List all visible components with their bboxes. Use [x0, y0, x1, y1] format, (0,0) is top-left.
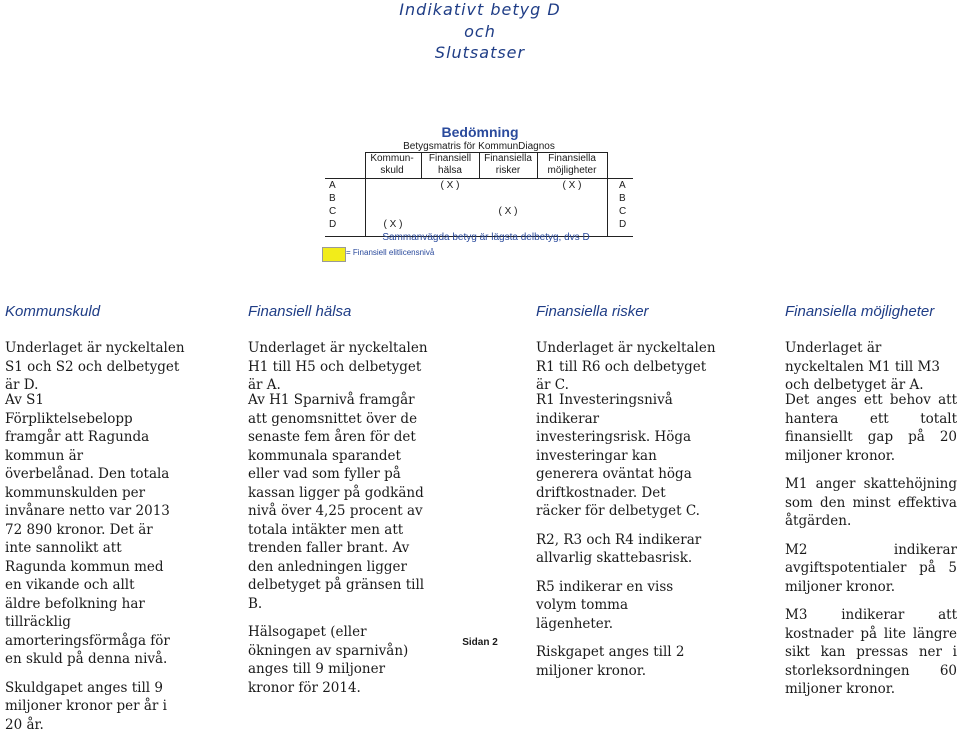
column-finansiella-mojligheter — [785, 303, 960, 697]
column-paragraph: R5 indikerar en viss volym tomma lägenheter. — [536, 578, 674, 632]
legend-swatch — [322, 247, 346, 262]
column-paragraph: M3 indikerar att kostnader på lite längre sikt kan pressas ner i storleksordningen 60 miljoner kronor. — [785, 607, 957, 697]
page-title-line-3: Slutsatser — [434, 43, 526, 62]
column-finansiell-halsa — [248, 303, 438, 696]
column-paragraph: Riskgapet anges till 2 miljoner kronor. — [536, 644, 685, 679]
column-paragraph: R2, R3 och R4 indikerar allvarlig skattebasrisk. — [536, 531, 702, 566]
matrix-row-b: B B — [329, 193, 626, 204]
matrix-row-c: C ( X ) C — [329, 206, 627, 217]
column-heading: Finansiella risker — [536, 303, 649, 320]
column-heading: Kommunskuld — [5, 303, 101, 320]
column-heading: Finansiell hälsa — [248, 303, 352, 320]
matrix-row-d: D ( X ) D — [329, 219, 627, 230]
page-number: Sidan 2 — [462, 637, 498, 648]
matrix-row-a: A ( X ) ( X ) A — [329, 180, 626, 191]
column-heading: Finansiella möjligheter — [785, 303, 935, 320]
column-paragraph: Av H1 Sparnivå framgår att genomsnittet över de senaste fem åren för det kommunala sparandet eller vad som fyller på kassan ligger på godkänd nivå över 4,25 procent av totala intäkter men att trenden faller brant. Av den anledningen ligger delbetyget på gränsen till B. — [248, 392, 425, 612]
column-summary: Underlaget är nyckeltalen S1 och S2 och delbetyget är D. — [5, 340, 185, 393]
column-paragraph: M1 anger skattehöjning som den minst effektiva åtgärden. — [785, 476, 957, 529]
matrix-col-finansiella-risker: Finansiella risker — [484, 153, 532, 176]
column-summary: Underlaget är nyckeltalen M1 till M3 och delbetyget är A. — [785, 340, 940, 393]
page-title-line-1: Indikativt betyg D — [399, 0, 561, 19]
matrix-heading: Bedömning — [441, 124, 519, 140]
column-paragraph: Hälsogapet (eller ökningen av sparnivån) anges till 9 miljoner kronor för 2014. — [248, 624, 409, 696]
column-paragraph: Det anges ett behov att hantera ett totalt finansiellt gap på 20 miljoner kronor. — [785, 392, 957, 464]
matrix-col-finansiella-mojligheter: Finansiella möjligheter — [547, 153, 597, 176]
matrix-col-kommunskuld: Kommun- skuld — [370, 153, 414, 176]
column-paragraph: R1 Investeringsnivå indikerar investeringsrisk. Höga investeringar kan generera oväntat höga driftkostnader. Det räcker för delbetyget C. — [536, 392, 700, 519]
matrix-summary: Sammanvägda betyg är lägsta delbetyg, dvs D — [382, 232, 590, 243]
matrix-col-finansiell-halsa: Finansiell hälsa — [428, 153, 472, 176]
matrix-subheading: Betygsmatris för KommunDiagnos — [403, 141, 555, 152]
column-summary: Underlaget är nyckeltalen H1 till H5 och delbetyget är A. — [248, 340, 428, 393]
column-summary: Underlaget är nyckeltalen R1 till R6 och delbetyget är C. — [536, 340, 716, 393]
column-paragraph: M2 indikerar avgiftspotentialer på 5 miljoner kronor. — [785, 541, 957, 595]
column-kommunskuld — [5, 303, 185, 733]
column-paragraph: Skuldgapet anges till 9 miljoner kronor per år i 20 år. — [5, 679, 167, 733]
page-title-line-2: och — [464, 22, 496, 41]
legend-text: = Finansiell elitlicensnivå — [346, 248, 435, 257]
column-finansiella-risker — [536, 303, 726, 679]
column-paragraph: Av S1 Förpliktelsebelopp framgår att Ragunda kommun är överbelånad. Den totala kommunskulden per invånare netto var 2013 72 890 kronor. Det är inte sannolikt att Ragunda kommun med en vikande och allt äldre befolkning har tillräcklig amorteringsförmåga för en skuld på denna nivå. — [5, 392, 170, 667]
